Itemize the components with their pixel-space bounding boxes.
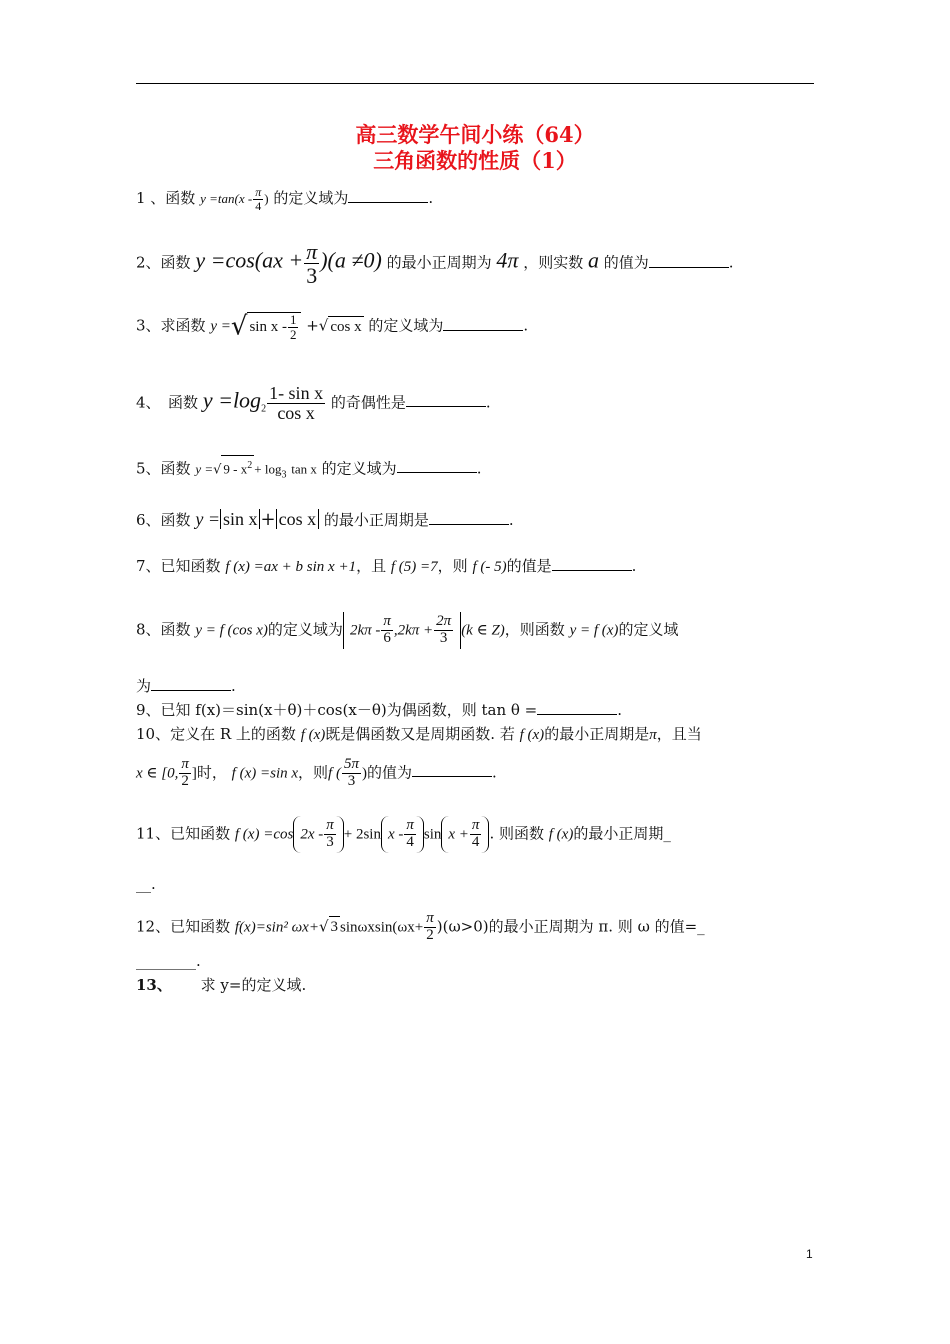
- question-11-line2: __.: [136, 875, 156, 893]
- answer-blank[interactable]: [412, 762, 492, 777]
- answer-blank[interactable]: [151, 676, 231, 691]
- question-10-line2: x ∈ [0, $\frac{\pi}{2}$ ]时， f (x) =sin x，则f ( $\frac{5\pi}{3}$ )的值为 .: [136, 756, 497, 789]
- page-number: 1: [806, 1247, 813, 1261]
- question-11: 11、已知函数 f (x) =cos 2x - $\frac{\pi}{3}$ + 2sin x - $\frac{\pi}{4}$ sin x + $\frac{\pi}{4}$ . 则函数 f (x)的最小正周期_: [136, 816, 671, 853]
- question-13: 13、 求 y=的定义域.: [136, 976, 307, 994]
- answer-blank[interactable]: [429, 510, 509, 525]
- question-12-line2: ________.: [136, 952, 201, 970]
- page-subtitle: 三角函数的性质（1）: [373, 148, 577, 173]
- answer-blank[interactable]: [443, 316, 523, 331]
- question-8: 8、函数 y = f (cos x)的定义域为 2kπ - $\frac{\pi}{6}$ ,2kπ + $\frac{2\pi}{3}$ (k ∈ Z)，则函数 y = f (x)的定义域: [136, 612, 678, 649]
- answer-blank[interactable]: [649, 253, 729, 268]
- answer-blank[interactable]: [348, 188, 428, 203]
- answer-blank[interactable]: [552, 556, 632, 571]
- question-12: 12、已知函数 f(x)=sin² ωx+√ 3 sinωxsin(ωx+ $\frac{\pi}{2}$ )(ω>0)的最小正周期为 π. 则 ω 的值=_: [136, 910, 705, 943]
- question-9: 9、已知 f(x)＝sin(x＋θ)＋cos(x－θ)为偶函数，则 tan θ = .: [136, 701, 623, 719]
- question-8-line2: 为 .: [136, 677, 236, 695]
- question-2: 2、函数 y =cos(ax + $\frac{\pi}{3}$ )(a ≠0) 的最小正周期为 4π ，则实数 a 的值为 .: [136, 239, 734, 289]
- page-title: 高三数学午间小练（64）: [355, 122, 595, 147]
- question-1: 1 、函数 y =tan(x - $\frac{\pi}{4}$ ) 的定义域为 .: [136, 185, 434, 213]
- question-5: 5、函数 y =√ $9 - x^2 + \log_3 \tan x$ 的定义域为 .: [136, 455, 481, 485]
- answer-blank[interactable]: [397, 458, 477, 473]
- header-rule: [136, 83, 814, 84]
- question-4: 4、 函数 $y =\log_2$ $\frac{\text{1- sin x}}{\text{cos x}}$ 的奇偶性是 .: [136, 383, 491, 423]
- question-6: 6、函数 y = sin x + cos x 的最小正周期是 .: [136, 509, 514, 530]
- question-3: 3、求函数 y =√ sin x - $\frac{1}{2}$ +√ cos x 的定义域为 .: [136, 311, 529, 342]
- answer-blank[interactable]: [406, 392, 486, 407]
- question-7: 7、已知函数 f (x) =ax + b sin x +1，且 f (5) =7，则 f (- 5)的值是 .: [136, 557, 637, 575]
- question-10: 10、定义在 R 上的函数 f (x)既是偶函数又是周期函数. 若 f (x)的最小正周期是π，且当: [136, 725, 702, 743]
- answer-blank[interactable]: [537, 700, 617, 715]
